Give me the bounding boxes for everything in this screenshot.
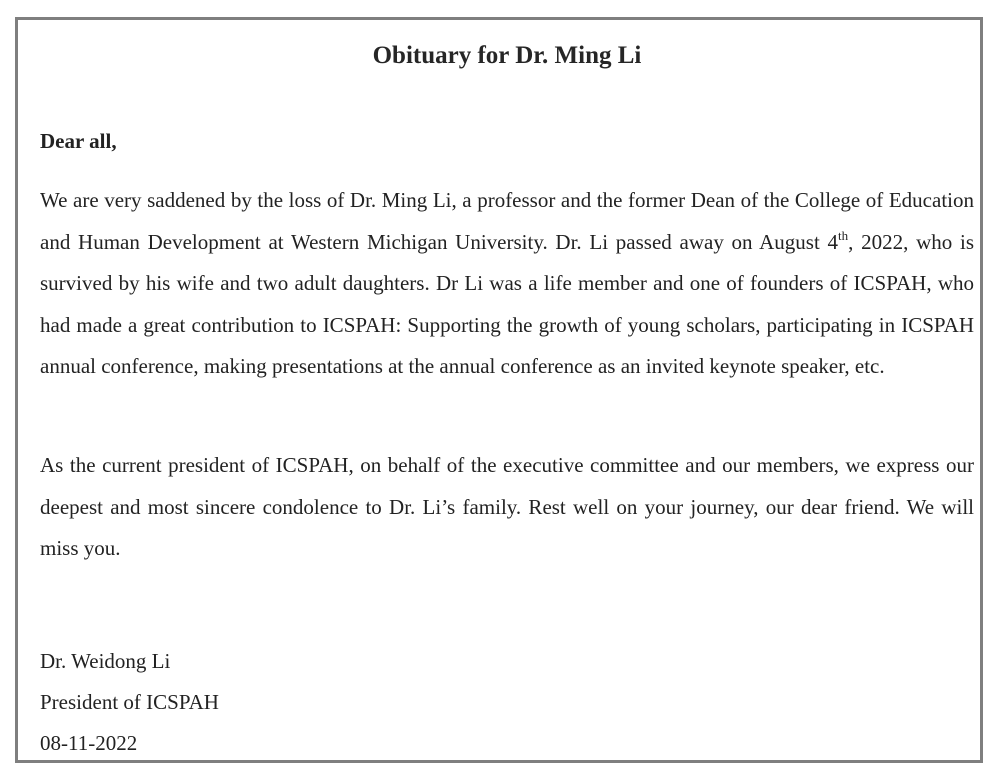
ordinal-suffix: th (838, 227, 849, 243)
paragraph-tribute (40, 180, 974, 388)
document-frame (15, 17, 983, 763)
signature-date: 08-11-2022 (40, 731, 138, 755)
paragraph-tribute-part1: We are very saddened by the loss of Dr. Ming Li, a professor and the former Dean of the College of Education and Human Development at Western Michigan University. Dr. Li passed away on August 4 (40, 188, 974, 254)
paragraph-tribute-part2: , 2022, who is survived by his wife and two adult daughters. Dr Li was a life member and one of founders of ICSPAH, who had made a great contribution to ICSPAH: Supporting the growth of young scholars, participating in ICSPAH annual conference, making presentations at the annual conference as an invited keynote speaker, etc. (40, 229, 974, 378)
document-title: Obituary for Dr. Ming Li (372, 42, 642, 69)
signature-name: Dr. Weidong Li (40, 649, 171, 673)
paragraph-condolence: As the current president of ICSPAH, on behalf of the executive committee and our members, we express our deepest and most sincere condolence to Dr. Li’s family. Rest well on your journey, our dear friend. We will miss you. (40, 453, 974, 560)
salutation: Dear all, (40, 129, 117, 153)
signature-role: President of ICSPAH (40, 690, 219, 714)
